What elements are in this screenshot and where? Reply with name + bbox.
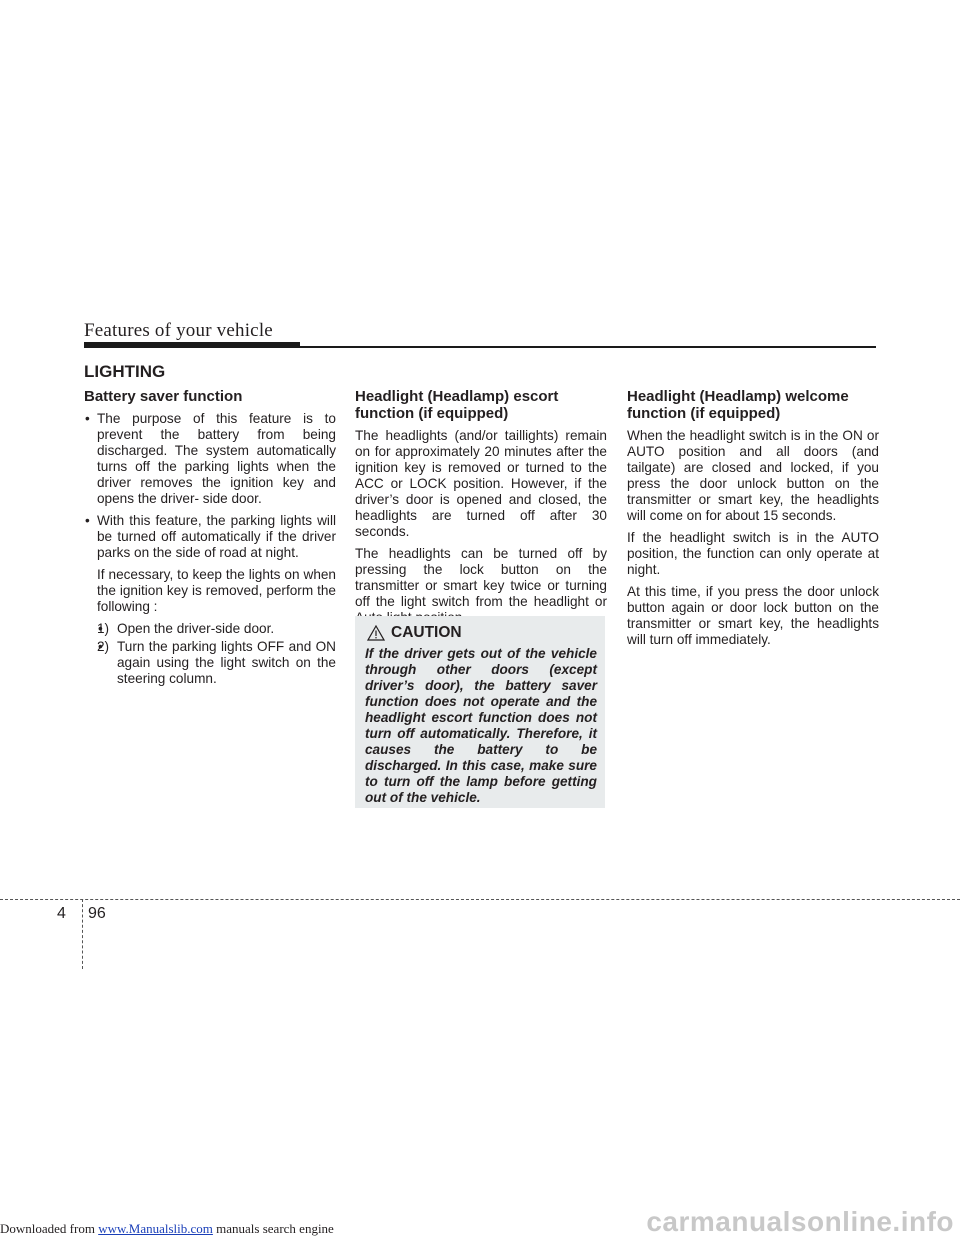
- page-divider-dashed: [0, 899, 960, 900]
- step-text: Turn the parking lights OFF and ON again using the light switch on the steering column.: [117, 639, 336, 686]
- step-item: [97, 621, 336, 637]
- battery-saver-list: [84, 411, 336, 687]
- footer-prefix: Downloaded from: [0, 1221, 99, 1236]
- battery-saver-heading: Battery saver function: [84, 388, 243, 405]
- welcome-paragraph-1: When the headlight switch is in the ON or AUTO position and all doors (and tailgate) are closed and locked, if you press the door unlock button on the transmitter or smart key, the headlights will come on for about 15 seconds.: [627, 428, 879, 523]
- caution-text: If the driver gets out of the vehicle through other doors (except driver’s door), the battery saver function does not operate and the headlight escort function does not turn off automatically. Therefore, it causes the battery to be discharged. In this case, make sure to turn off the lamp before getting out of the vehicle.: [365, 646, 597, 805]
- column-battery-saver: [84, 388, 336, 693]
- watermark: carmanualsonline.info: [646, 1206, 954, 1237]
- section-title: LIGHTING: [84, 362, 166, 381]
- header-bar: [84, 342, 300, 348]
- welcome-heading: Headlight (Headlamp) welcome function (if equipped): [627, 388, 849, 422]
- bullet-text: • With this feature, the parking lights will be turned off automatically if the driver parks on the side of road at night.: [97, 513, 336, 560]
- welcome-paragraph-2: If the headlight switch is in the AUTO position, the function can only operate at night.: [627, 530, 879, 577]
- download-footer: [0, 1221, 334, 1237]
- page-divider-vertical: [82, 899, 83, 969]
- step-item: [97, 639, 336, 687]
- welcome-paragraph-3: At this time, if you press the door unlock button again or door lock button on the transmitter or smart key, the headlights will turn off immediately.: [627, 584, 879, 647]
- header-rule: [300, 346, 876, 348]
- footer-suffix: manuals search engine: [212, 1221, 334, 1236]
- manualslib-link[interactable]: www.Manualslib.com: [98, 1221, 213, 1236]
- list-item: [84, 411, 336, 507]
- caution-label: CAUTION: [391, 624, 462, 641]
- page-number: 96: [88, 905, 106, 922]
- escort-paragraph-2: The headlights can be turned off by pressing the lock button on the transmitter or smart key twice or turning off the light switch from the headlight or: [355, 546, 607, 609]
- warning-triangle-icon: [367, 625, 385, 641]
- steps-list: [97, 621, 336, 687]
- page-header-title: Features of your vehicle: [84, 320, 273, 341]
- caution-box: [355, 616, 605, 808]
- escort-paragraph-1: The headlights (and/or taillights) remain on for approximately 20 minutes after the ignition key is removed or turned to the ACC or LOCK position. However, if the driver’s door is opened and closed, the headlights are turned off after 30 seconds.: [355, 428, 607, 539]
- chapter-number: 4: [57, 905, 66, 922]
- step-number: • 1): [97, 621, 110, 636]
- bullet-extra-text: If necessary, to keep the lights on when the ignition key is removed, perform the following :: [97, 567, 336, 614]
- caution-header: [367, 624, 597, 642]
- column-welcome-function: [627, 388, 879, 654]
- list-item: [84, 513, 336, 687]
- step-number: • 2): [97, 639, 110, 654]
- step-text: Open the driver-side door.: [117, 621, 275, 636]
- column-escort-function: [355, 388, 607, 632]
- bullet-text: The purpose of this feature is to prevent the battery from being discharged. The system automatically turns off the parking lights when the driver removes the ignition key and opens the driver- side door.: [97, 411, 336, 506]
- escort-heading: Headlight (Headlamp) escort function (if equipped): [355, 388, 559, 422]
